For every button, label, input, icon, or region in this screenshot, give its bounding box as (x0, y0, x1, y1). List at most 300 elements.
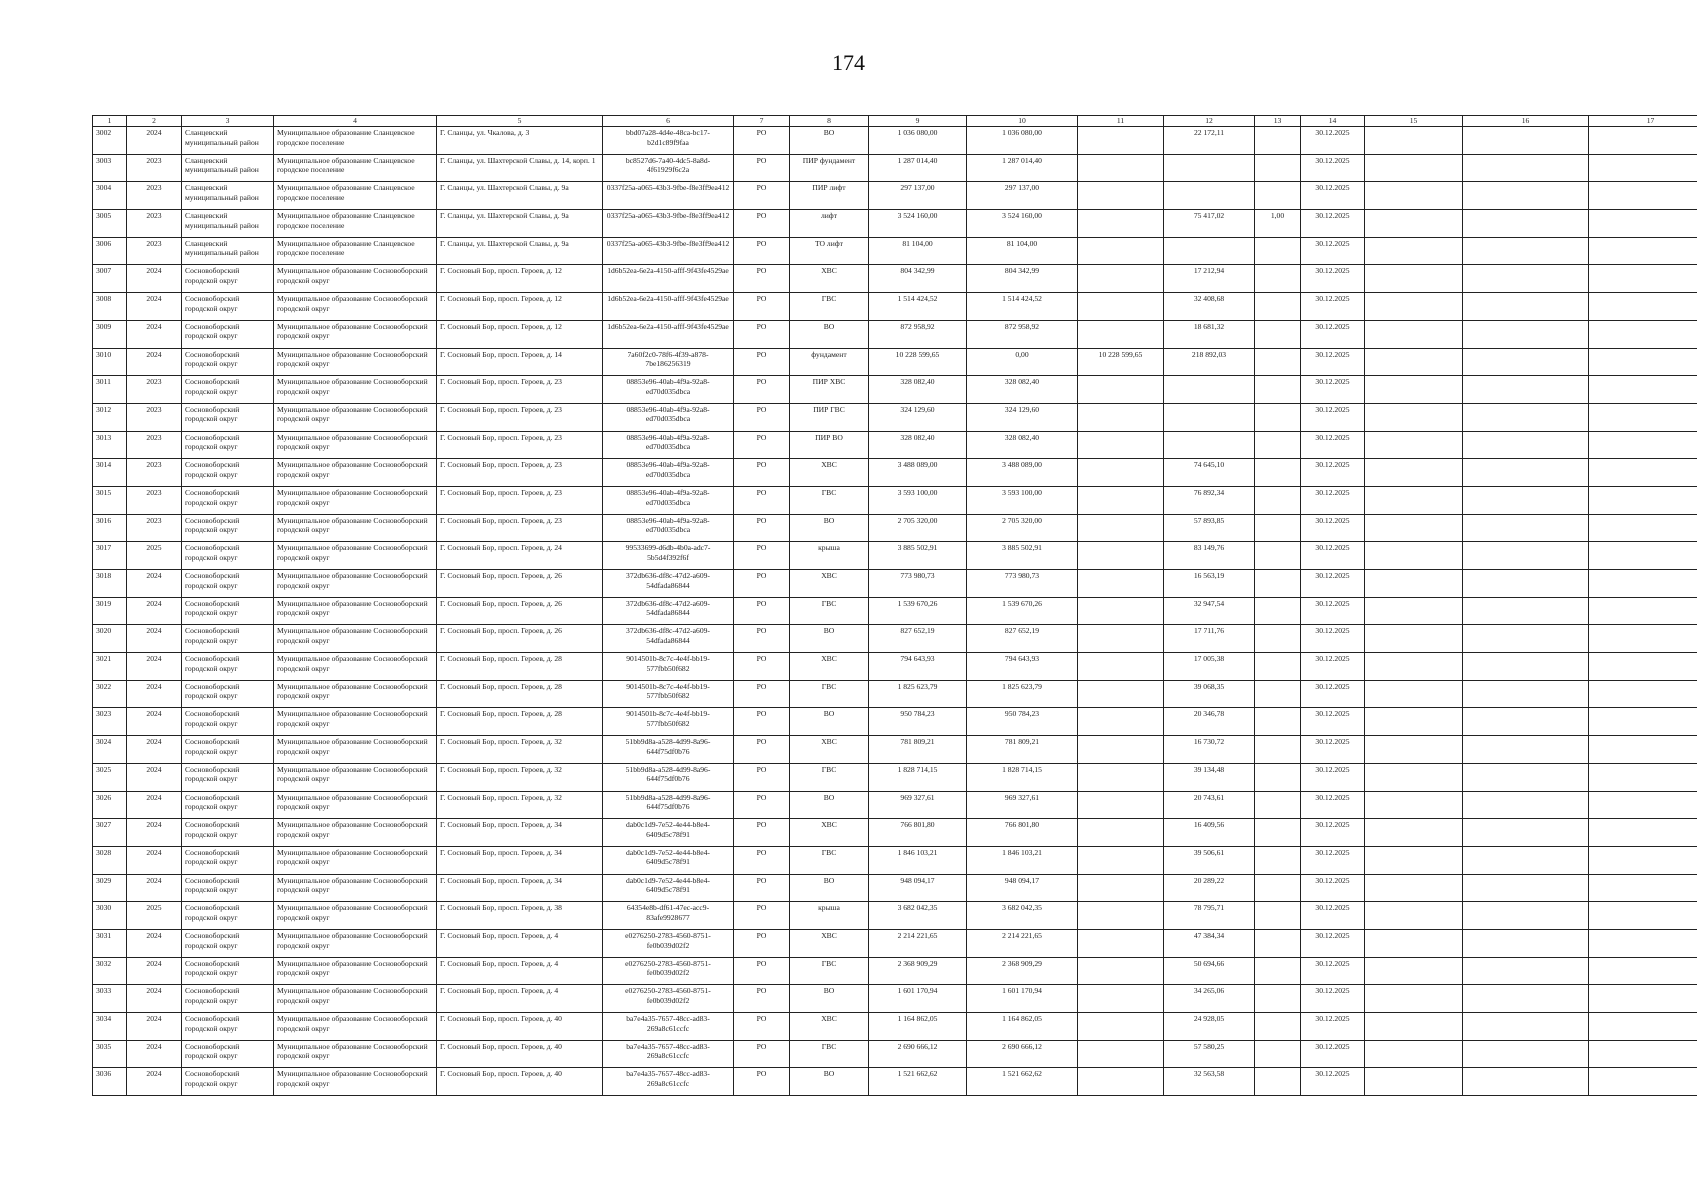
column-13-cell (1255, 597, 1301, 625)
column-header: 17 (1589, 116, 1697, 127)
district-cell: Сосновоборский городской округ (182, 597, 274, 625)
address-cell: Г. Сосновый Бор, просп. Героев, д. 23 (437, 431, 603, 459)
year-cell: 2024 (127, 680, 182, 708)
ro-cell: РО (734, 293, 790, 321)
column-16-cell (1463, 819, 1589, 847)
municipality-cell: Муниципальное образование Сланцевское городское поселение (274, 210, 437, 238)
guid-cell: 08853e96-40ab-4f9a-92a8-ed70d035dbca (603, 486, 734, 514)
address-cell: Г. Сосновый Бор, просп. Героев, д. 40 (437, 1040, 603, 1068)
table-row (93, 403, 1697, 431)
column-15-cell (1365, 265, 1463, 293)
column-12-cell: 39 506,61 (1164, 846, 1255, 874)
table-row (93, 570, 1697, 598)
address-cell: Г. Сосновый Бор, просп. Героев, д. 4 (437, 985, 603, 1013)
row-number-cell: 3005 (93, 210, 127, 238)
guid-cell: ba7e4a35-7657-48cc-ad83-269a8c61ccfc (603, 1068, 734, 1096)
municipality-cell: Муниципальное образование Сосновоборский городской округ (274, 597, 437, 625)
municipality-cell: Муниципальное образование Сосновоборский городской округ (274, 1068, 437, 1096)
table-row (93, 819, 1697, 847)
column-13-cell (1255, 265, 1301, 293)
column-16-cell (1463, 237, 1589, 265)
district-cell: Сосновоборский городской округ (182, 653, 274, 681)
column-13-cell (1255, 570, 1301, 598)
ro-cell: РО (734, 874, 790, 902)
date-cell: 30.12.2025 (1301, 376, 1365, 404)
column-13-cell (1255, 542, 1301, 570)
column-header: 11 (1078, 116, 1164, 127)
column-11-cell (1078, 680, 1164, 708)
date-cell: 30.12.2025 (1301, 902, 1365, 930)
column-16-cell (1463, 791, 1589, 819)
cost-cell: 1 514 424,52 (869, 293, 967, 321)
column-17-cell (1589, 846, 1697, 874)
column-13-cell (1255, 708, 1301, 736)
column-12-cell (1164, 403, 1255, 431)
cost-cell: 1 287 014,40 (869, 154, 967, 182)
municipality-cell: Муниципальное образование Сосновоборский городской округ (274, 293, 437, 321)
ro-cell: РО (734, 237, 790, 265)
column-10-cell: 1 828 714,15 (967, 763, 1078, 791)
column-17-cell (1589, 376, 1697, 404)
column-10-cell: 1 539 670,26 (967, 597, 1078, 625)
date-cell: 30.12.2025 (1301, 708, 1365, 736)
guid-cell: 51bb9d8a-a528-4d99-8a96-644f75df0b76 (603, 763, 734, 791)
district-cell: Сосновоборский городской округ (182, 403, 274, 431)
column-13-cell (1255, 625, 1301, 653)
address-cell: Г. Сосновый Бор, просп. Героев, д. 4 (437, 929, 603, 957)
column-12-cell: 76 892,34 (1164, 486, 1255, 514)
column-12-cell: 20 346,78 (1164, 708, 1255, 736)
column-10-cell: 297 137,00 (967, 182, 1078, 210)
municipality-cell: Муниципальное образование Сосновоборский городской округ (274, 736, 437, 764)
column-12-cell: 78 795,71 (1164, 902, 1255, 930)
ro-cell: РО (734, 763, 790, 791)
work-type-cell: ПИР ГВС (790, 403, 869, 431)
work-type-cell: ВО (790, 514, 869, 542)
column-10-cell: 948 094,17 (967, 874, 1078, 902)
column-11-cell (1078, 514, 1164, 542)
district-cell: Сосновоборский городской округ (182, 929, 274, 957)
column-10-cell: 950 784,23 (967, 708, 1078, 736)
address-cell: Г. Сланцы, ул. Шахтерской Славы, д. 9а (437, 237, 603, 265)
municipality-cell: Муниципальное образование Сланцевское городское поселение (274, 127, 437, 155)
municipality-cell: Муниципальное образование Сосновоборский городской округ (274, 403, 437, 431)
work-type-cell: ВО (790, 320, 869, 348)
address-cell: Г. Сосновый Бор, просп. Героев, д. 12 (437, 293, 603, 321)
work-type-cell: крыша (790, 902, 869, 930)
table-row (93, 680, 1697, 708)
column-16-cell (1463, 625, 1589, 653)
work-type-cell: ХВС (790, 929, 869, 957)
column-10-cell: 3 885 502,91 (967, 542, 1078, 570)
table-row (93, 210, 1697, 238)
column-17-cell (1589, 210, 1697, 238)
address-cell: Г. Сосновый Бор, просп. Героев, д. 38 (437, 902, 603, 930)
municipality-cell: Муниципальное образование Сосновоборский городской округ (274, 376, 437, 404)
address-cell: Г. Сосновый Бор, просп. Героев, д. 28 (437, 708, 603, 736)
guid-cell: 9014501b-8c7c-4e4f-bb19-577fbb50f682 (603, 653, 734, 681)
column-16-cell (1463, 736, 1589, 764)
year-cell: 2024 (127, 985, 182, 1013)
column-12-cell: 57 893,85 (1164, 514, 1255, 542)
column-17-cell (1589, 929, 1697, 957)
table-row (93, 1040, 1697, 1068)
column-10-cell: 804 342,99 (967, 265, 1078, 293)
date-cell: 30.12.2025 (1301, 680, 1365, 708)
district-cell: Сосновоборский городской округ (182, 957, 274, 985)
column-17-cell (1589, 265, 1697, 293)
date-cell: 30.12.2025 (1301, 1068, 1365, 1096)
column-17-cell (1589, 542, 1697, 570)
page-number: 174 (832, 50, 865, 75)
work-type-cell: ПИР фундамент (790, 154, 869, 182)
district-cell: Сосновоборский городской округ (182, 902, 274, 930)
column-11-cell (1078, 376, 1164, 404)
column-17-cell (1589, 736, 1697, 764)
guid-cell: e0276250-2783-4560-8751-fe0b039d02f2 (603, 957, 734, 985)
column-11-cell (1078, 1040, 1164, 1068)
guid-cell: ba7e4a35-7657-48cc-ad83-269a8c61ccfc (603, 1040, 734, 1068)
column-12-cell: 22 172,11 (1164, 127, 1255, 155)
column-15-cell (1365, 985, 1463, 1013)
cost-cell: 328 082,40 (869, 376, 967, 404)
year-cell: 2024 (127, 957, 182, 985)
row-number-cell: 3033 (93, 985, 127, 1013)
column-17-cell (1589, 653, 1697, 681)
guid-cell: 0337f25a-a065-43b3-9fbe-f8e3ff9ea412 (603, 237, 734, 265)
date-cell: 30.12.2025 (1301, 403, 1365, 431)
year-cell: 2024 (127, 293, 182, 321)
column-15-cell (1365, 736, 1463, 764)
date-cell: 30.12.2025 (1301, 431, 1365, 459)
column-11-cell (1078, 486, 1164, 514)
date-cell: 30.12.2025 (1301, 459, 1365, 487)
year-cell: 2025 (127, 902, 182, 930)
district-cell: Сосновоборский городской округ (182, 376, 274, 404)
cost-cell: 3 593 100,00 (869, 486, 967, 514)
column-header: 15 (1365, 116, 1463, 127)
municipality-cell: Муниципальное образование Сосновоборский городской округ (274, 680, 437, 708)
date-cell: 30.12.2025 (1301, 570, 1365, 598)
cost-cell: 10 228 599,65 (869, 348, 967, 376)
cost-cell: 1 601 170,94 (869, 985, 967, 1013)
column-16-cell (1463, 320, 1589, 348)
column-15-cell (1365, 570, 1463, 598)
column-12-cell: 83 149,76 (1164, 542, 1255, 570)
year-cell: 2024 (127, 597, 182, 625)
column-15-cell (1365, 708, 1463, 736)
column-11-cell (1078, 985, 1164, 1013)
column-12-cell: 47 384,34 (1164, 929, 1255, 957)
column-15-cell (1365, 210, 1463, 238)
column-12-cell (1164, 182, 1255, 210)
year-cell: 2023 (127, 486, 182, 514)
column-15-cell (1365, 431, 1463, 459)
guid-cell: 08853e96-40ab-4f9a-92a8-ed70d035dbca (603, 514, 734, 542)
cost-cell: 1 828 714,15 (869, 763, 967, 791)
ro-cell: РО (734, 570, 790, 598)
district-cell: Сосновоборский городской округ (182, 846, 274, 874)
column-17-cell (1589, 348, 1697, 376)
address-cell: Г. Сосновый Бор, просп. Героев, д. 28 (437, 680, 603, 708)
table-row (93, 265, 1697, 293)
ro-cell: РО (734, 182, 790, 210)
row-number-cell: 3029 (93, 874, 127, 902)
year-cell: 2024 (127, 320, 182, 348)
address-cell: Г. Сосновый Бор, просп. Героев, д. 12 (437, 320, 603, 348)
row-number-cell: 3024 (93, 736, 127, 764)
cost-cell: 3 682 042,35 (869, 902, 967, 930)
guid-cell: 7a60f2c0-78f6-4f39-a878-7be186256319 (603, 348, 734, 376)
column-13-cell (1255, 348, 1301, 376)
column-13-cell (1255, 957, 1301, 985)
column-17-cell (1589, 957, 1697, 985)
ro-cell: РО (734, 957, 790, 985)
column-15-cell (1365, 929, 1463, 957)
column-10-cell: 2 705 320,00 (967, 514, 1078, 542)
column-15-cell (1365, 819, 1463, 847)
column-17-cell (1589, 680, 1697, 708)
column-11-cell (1078, 1068, 1164, 1096)
table-row (93, 763, 1697, 791)
column-header: 1 (93, 116, 127, 127)
work-type-cell: ВО (790, 791, 869, 819)
address-cell: Г. Сланцы, ул. Шахтерской Славы, д. 14, корп. 1 (437, 154, 603, 182)
column-10-cell: 2 214 221,65 (967, 929, 1078, 957)
address-cell: Г. Сосновый Бор, просп. Героев, д. 34 (437, 846, 603, 874)
column-12-cell: 75 417,02 (1164, 210, 1255, 238)
address-cell: Г. Сосновый Бор, просп. Героев, д. 26 (437, 597, 603, 625)
row-number-cell: 3009 (93, 320, 127, 348)
address-cell: Г. Сосновый Бор, просп. Героев, д. 23 (437, 376, 603, 404)
row-number-cell: 3027 (93, 819, 127, 847)
year-cell: 2024 (127, 1068, 182, 1096)
municipality-cell: Муниципальное образование Сосновоборский городской округ (274, 846, 437, 874)
column-10-cell: 1 164 862,05 (967, 1013, 1078, 1041)
column-11-cell (1078, 570, 1164, 598)
row-number-cell: 3003 (93, 154, 127, 182)
column-15-cell (1365, 348, 1463, 376)
work-type-cell: ГВС (790, 763, 869, 791)
column-13-cell (1255, 459, 1301, 487)
column-13-cell: 1,00 (1255, 210, 1301, 238)
work-type-cell: ПИР ВО (790, 431, 869, 459)
row-number-cell: 3018 (93, 570, 127, 598)
cost-cell: 328 082,40 (869, 431, 967, 459)
column-17-cell (1589, 127, 1697, 155)
cost-cell: 2 690 666,12 (869, 1040, 967, 1068)
ro-cell: РО (734, 486, 790, 514)
column-16-cell (1463, 542, 1589, 570)
address-cell: Г. Сосновый Бор, просп. Героев, д. 40 (437, 1068, 603, 1096)
date-cell: 30.12.2025 (1301, 791, 1365, 819)
column-12-cell: 74 645,10 (1164, 459, 1255, 487)
address-cell: Г. Сосновый Бор, просп. Героев, д. 23 (437, 459, 603, 487)
column-12-cell (1164, 154, 1255, 182)
column-15-cell (1365, 459, 1463, 487)
row-number-cell: 3026 (93, 791, 127, 819)
column-10-cell: 1 036 080,00 (967, 127, 1078, 155)
column-11-cell (1078, 154, 1164, 182)
municipality-cell: Муниципальное образование Сосновоборский городской округ (274, 1040, 437, 1068)
column-15-cell (1365, 874, 1463, 902)
table-row (93, 1013, 1697, 1041)
ro-cell: РО (734, 459, 790, 487)
year-cell: 2023 (127, 182, 182, 210)
column-16-cell (1463, 293, 1589, 321)
ro-cell: РО (734, 1040, 790, 1068)
column-15-cell (1365, 846, 1463, 874)
column-10-cell: 81 104,00 (967, 237, 1078, 265)
column-17-cell (1589, 819, 1697, 847)
column-13-cell (1255, 293, 1301, 321)
ro-cell: РО (734, 819, 790, 847)
date-cell: 30.12.2025 (1301, 736, 1365, 764)
table-row (93, 542, 1697, 570)
column-13-cell (1255, 431, 1301, 459)
column-header: 10 (967, 116, 1078, 127)
municipality-cell: Муниципальное образование Сланцевское городское поселение (274, 237, 437, 265)
column-11-cell (1078, 929, 1164, 957)
column-12-cell: 39 134,48 (1164, 763, 1255, 791)
ro-cell: РО (734, 680, 790, 708)
table-row (93, 459, 1697, 487)
column-12-cell: 218 892,03 (1164, 348, 1255, 376)
table-row (93, 514, 1697, 542)
column-13-cell (1255, 929, 1301, 957)
address-cell: Г. Сосновый Бор, просп. Героев, д. 32 (437, 763, 603, 791)
municipality-cell: Муниципальное образование Сланцевское городское поселение (274, 182, 437, 210)
district-cell: Сосновоборский городской округ (182, 265, 274, 293)
column-16-cell (1463, 1068, 1589, 1096)
municipality-cell: Муниципальное образование Сосновоборский городской округ (274, 459, 437, 487)
column-17-cell (1589, 320, 1697, 348)
column-11-cell (1078, 957, 1164, 985)
column-15-cell (1365, 597, 1463, 625)
district-cell: Сосновоборский городской округ (182, 431, 274, 459)
date-cell: 30.12.2025 (1301, 514, 1365, 542)
year-cell: 2024 (127, 763, 182, 791)
year-cell: 2024 (127, 1013, 182, 1041)
cost-cell: 1 539 670,26 (869, 597, 967, 625)
row-number-cell: 3002 (93, 127, 127, 155)
column-15-cell (1365, 514, 1463, 542)
year-cell: 2024 (127, 348, 182, 376)
municipality-cell: Муниципальное образование Сосновоборский городской округ (274, 320, 437, 348)
column-12-cell (1164, 431, 1255, 459)
municipality-cell: Муниципальное образование Сосновоборский городской округ (274, 929, 437, 957)
guid-cell: 9014501b-8c7c-4e4f-bb19-577fbb50f682 (603, 680, 734, 708)
ro-cell: РО (734, 846, 790, 874)
work-type-cell: ХВС (790, 653, 869, 681)
cost-cell: 948 094,17 (869, 874, 967, 902)
column-10-cell: 794 643,93 (967, 653, 1078, 681)
column-12-cell: 24 928,05 (1164, 1013, 1255, 1041)
column-10-cell: 1 825 623,79 (967, 680, 1078, 708)
column-13-cell (1255, 902, 1301, 930)
guid-cell: 51bb9d8a-a528-4d99-8a96-644f75df0b76 (603, 791, 734, 819)
column-13-cell (1255, 846, 1301, 874)
table-row (93, 653, 1697, 681)
column-16-cell (1463, 680, 1589, 708)
row-number-cell: 3031 (93, 929, 127, 957)
work-type-cell: ПИР лифт (790, 182, 869, 210)
column-11-cell: 10 228 599,65 (1078, 348, 1164, 376)
row-number-cell: 3008 (93, 293, 127, 321)
work-type-cell: ВО (790, 127, 869, 155)
column-15-cell (1365, 182, 1463, 210)
guid-cell: 08853e96-40ab-4f9a-92a8-ed70d035dbca (603, 403, 734, 431)
ro-cell: РО (734, 597, 790, 625)
column-13-cell (1255, 403, 1301, 431)
column-16-cell (1463, 403, 1589, 431)
district-cell: Сосновоборский городской округ (182, 320, 274, 348)
address-cell: Г. Сосновый Бор, просп. Героев, д. 26 (437, 570, 603, 598)
work-type-cell: крыша (790, 542, 869, 570)
date-cell: 30.12.2025 (1301, 265, 1365, 293)
municipality-cell: Муниципальное образование Сосновоборский городской округ (274, 985, 437, 1013)
year-cell: 2024 (127, 265, 182, 293)
row-number-cell: 3020 (93, 625, 127, 653)
column-16-cell (1463, 182, 1589, 210)
date-cell: 30.12.2025 (1301, 1040, 1365, 1068)
guid-cell: 0337f25a-a065-43b3-9fbe-f8e3ff9ea412 (603, 210, 734, 238)
column-12-cell: 57 580,25 (1164, 1040, 1255, 1068)
column-header: 12 (1164, 116, 1255, 127)
column-11-cell (1078, 708, 1164, 736)
work-type-cell: ГВС (790, 680, 869, 708)
column-13-cell (1255, 985, 1301, 1013)
column-header: 7 (734, 116, 790, 127)
table-row (93, 597, 1697, 625)
work-type-cell: ГВС (790, 486, 869, 514)
table-row (93, 791, 1697, 819)
district-cell: Сосновоборский городской округ (182, 763, 274, 791)
year-cell: 2023 (127, 431, 182, 459)
column-11-cell (1078, 819, 1164, 847)
column-10-cell: 3 524 160,00 (967, 210, 1078, 238)
column-16-cell (1463, 902, 1589, 930)
column-17-cell (1589, 486, 1697, 514)
table-row (93, 708, 1697, 736)
row-number-cell: 3023 (93, 708, 127, 736)
column-12-cell: 18 681,32 (1164, 320, 1255, 348)
date-cell: 30.12.2025 (1301, 348, 1365, 376)
data-table (92, 115, 1697, 1096)
guid-cell: 372db636-df8c-47d2-a609-54dfada86844 (603, 625, 734, 653)
column-17-cell (1589, 874, 1697, 902)
column-10-cell: 3 488 089,00 (967, 459, 1078, 487)
column-16-cell (1463, 874, 1589, 902)
year-cell: 2024 (127, 625, 182, 653)
column-16-cell (1463, 570, 1589, 598)
address-cell: Г. Сланцы, ул. Шахтерской Славы, д. 9а (437, 210, 603, 238)
column-13-cell (1255, 736, 1301, 764)
column-11-cell (1078, 736, 1164, 764)
column-16-cell (1463, 210, 1589, 238)
column-13-cell (1255, 653, 1301, 681)
column-15-cell (1365, 542, 1463, 570)
cost-cell: 781 809,21 (869, 736, 967, 764)
table-row (93, 293, 1697, 321)
work-type-cell: ГВС (790, 293, 869, 321)
column-16-cell (1463, 957, 1589, 985)
row-number-cell: 3007 (93, 265, 127, 293)
work-type-cell: лифт (790, 210, 869, 238)
table-row (93, 320, 1697, 348)
column-10-cell: 1 287 014,40 (967, 154, 1078, 182)
year-cell: 2023 (127, 376, 182, 404)
